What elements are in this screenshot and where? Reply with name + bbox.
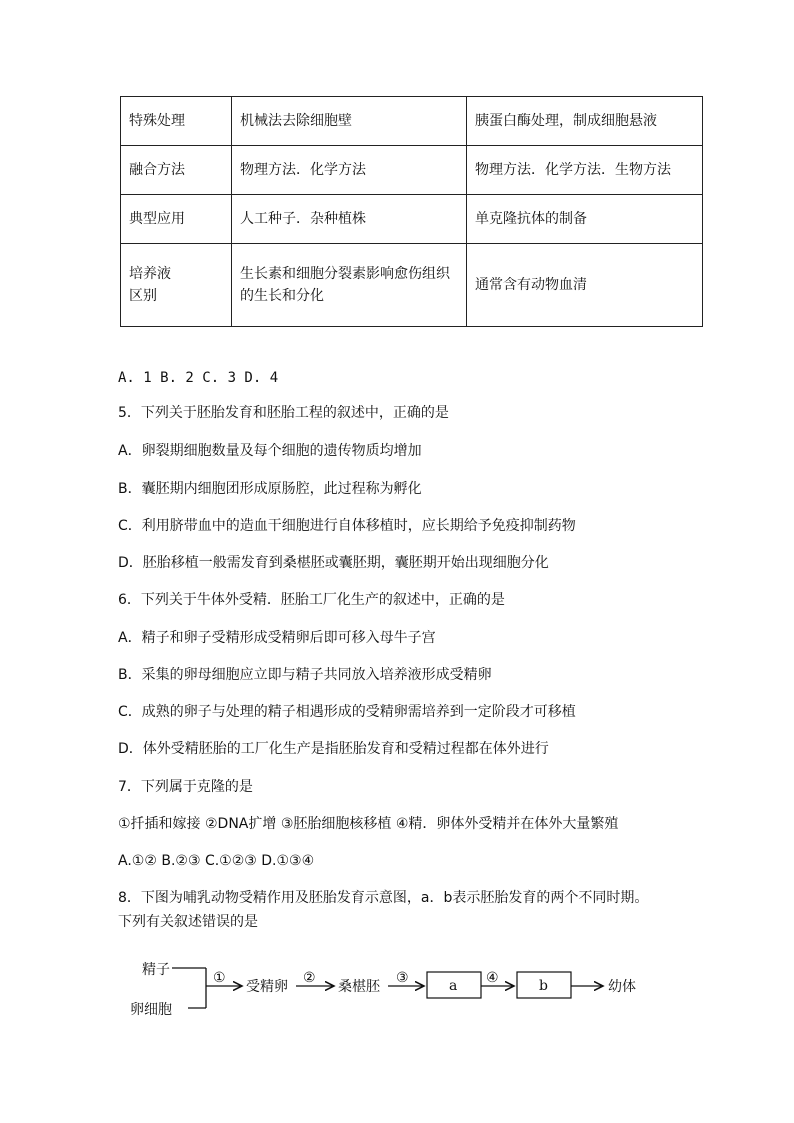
animal-cell: 物理方法．化学方法．生物方法: [467, 146, 703, 195]
merge-bracket: [172, 968, 206, 1008]
q6-option-a: A．精子和卵子受精形成受精卵后即可移入母牛子宫: [118, 630, 436, 646]
q6-option-c: C．成熟的卵子与处理的精子相遇形成的受精卵需培养到一定阶段才可移植: [118, 704, 576, 720]
row-label: [121, 244, 232, 327]
plant-cell-line1: 生长素和细胞分裂素影响愈伤组织: [240, 266, 450, 282]
row-label: 融合方法: [121, 146, 232, 195]
step-1-marker: ①: [213, 970, 226, 986]
plant-cell-line2: 的生长和分化: [240, 288, 324, 304]
stage-b-label: b: [539, 978, 548, 994]
q7-items: ①扦插和嫁接 ②DNA扩增 ③胚胎细胞核移植 ④精．卵体外受精并在体外大量繁殖: [118, 816, 619, 832]
row-label: 特殊处理: [121, 97, 232, 146]
animal-cell: 胰蛋白酶处理，制成细胞悬液: [467, 97, 703, 146]
plant-cell: 人工种子．杂种植株: [232, 195, 467, 244]
fertilization-flow-diagram: [120, 952, 680, 1022]
stage-a-label: a: [449, 978, 458, 994]
q5-option-a: A．卵裂期细胞数量及每个细胞的遗传物质均增加: [118, 443, 422, 459]
q5-option-c: C．利用脐带血中的造血干细胞进行自体移植时，应长期给予免疫抑制药物: [118, 518, 576, 534]
animal-cell: 单克隆抗体的制备: [467, 195, 703, 244]
q6-stem: 6．下列关于牛体外受精．胚胎工厂化生产的叙述中，正确的是: [118, 592, 505, 608]
table-row: [121, 97, 703, 146]
step-4-marker: ④: [486, 970, 499, 986]
step-2-marker: ②: [303, 970, 316, 986]
comparison-table: [120, 96, 703, 327]
young-label: 幼体: [608, 979, 636, 995]
q4-options: A. 1 B. 2 C. 3 D. 4: [118, 370, 279, 386]
step-3-marker: ③: [396, 970, 409, 986]
zygote-label: 受精卵: [246, 979, 288, 995]
table-row: [121, 244, 703, 327]
morula-label: 桑椹胚: [338, 979, 380, 995]
plant-cell: 机械法去除细胞壁: [232, 97, 467, 146]
row-label-line1: 培养液: [129, 266, 171, 282]
q7-options: A.①② B.②③ C.①②③ D.①③④: [118, 853, 315, 869]
table-row: [121, 195, 703, 244]
row-label: 典型应用: [121, 195, 232, 244]
q6-option-d: D．体外受精胚胎的工厂化生产是指胚胎发育和受精过程都在体外进行: [118, 741, 549, 757]
plant-cell: 物理方法．化学方法: [232, 146, 467, 195]
plant-cell: [232, 244, 467, 327]
q6-option-b: B．采集的卵母细胞应立即与精子共同放入培养液形成受精卵: [118, 667, 492, 683]
q5-option-b: B．囊胚期内细胞团形成原肠腔，此过程称为孵化: [118, 481, 422, 497]
egg-cell-label: 卵细胞: [130, 1002, 172, 1018]
q5-stem: 5．下列关于胚胎发育和胚胎工程的叙述中，正确的是: [118, 405, 449, 421]
q8-stem-line1: 8．下图为哺乳动物受精作用及胚胎发育示意图，a．b表示胚胎发育的两个不同时期。: [118, 890, 649, 906]
row-label-line2: 区别: [129, 288, 157, 304]
q5-option-d: D．胚胎移植一般需发育到桑椹胚或囊胚期，囊胚期开始出现细胞分化: [118, 555, 549, 571]
table-row: [121, 146, 703, 195]
sperm-label: 精子: [142, 962, 170, 978]
q8-stem-line2: 下列有关叙述错误的是: [118, 914, 258, 930]
q7-stem: 7．下列属于克隆的是: [118, 779, 253, 795]
animal-cell: 通常含有动物血清: [467, 244, 703, 327]
